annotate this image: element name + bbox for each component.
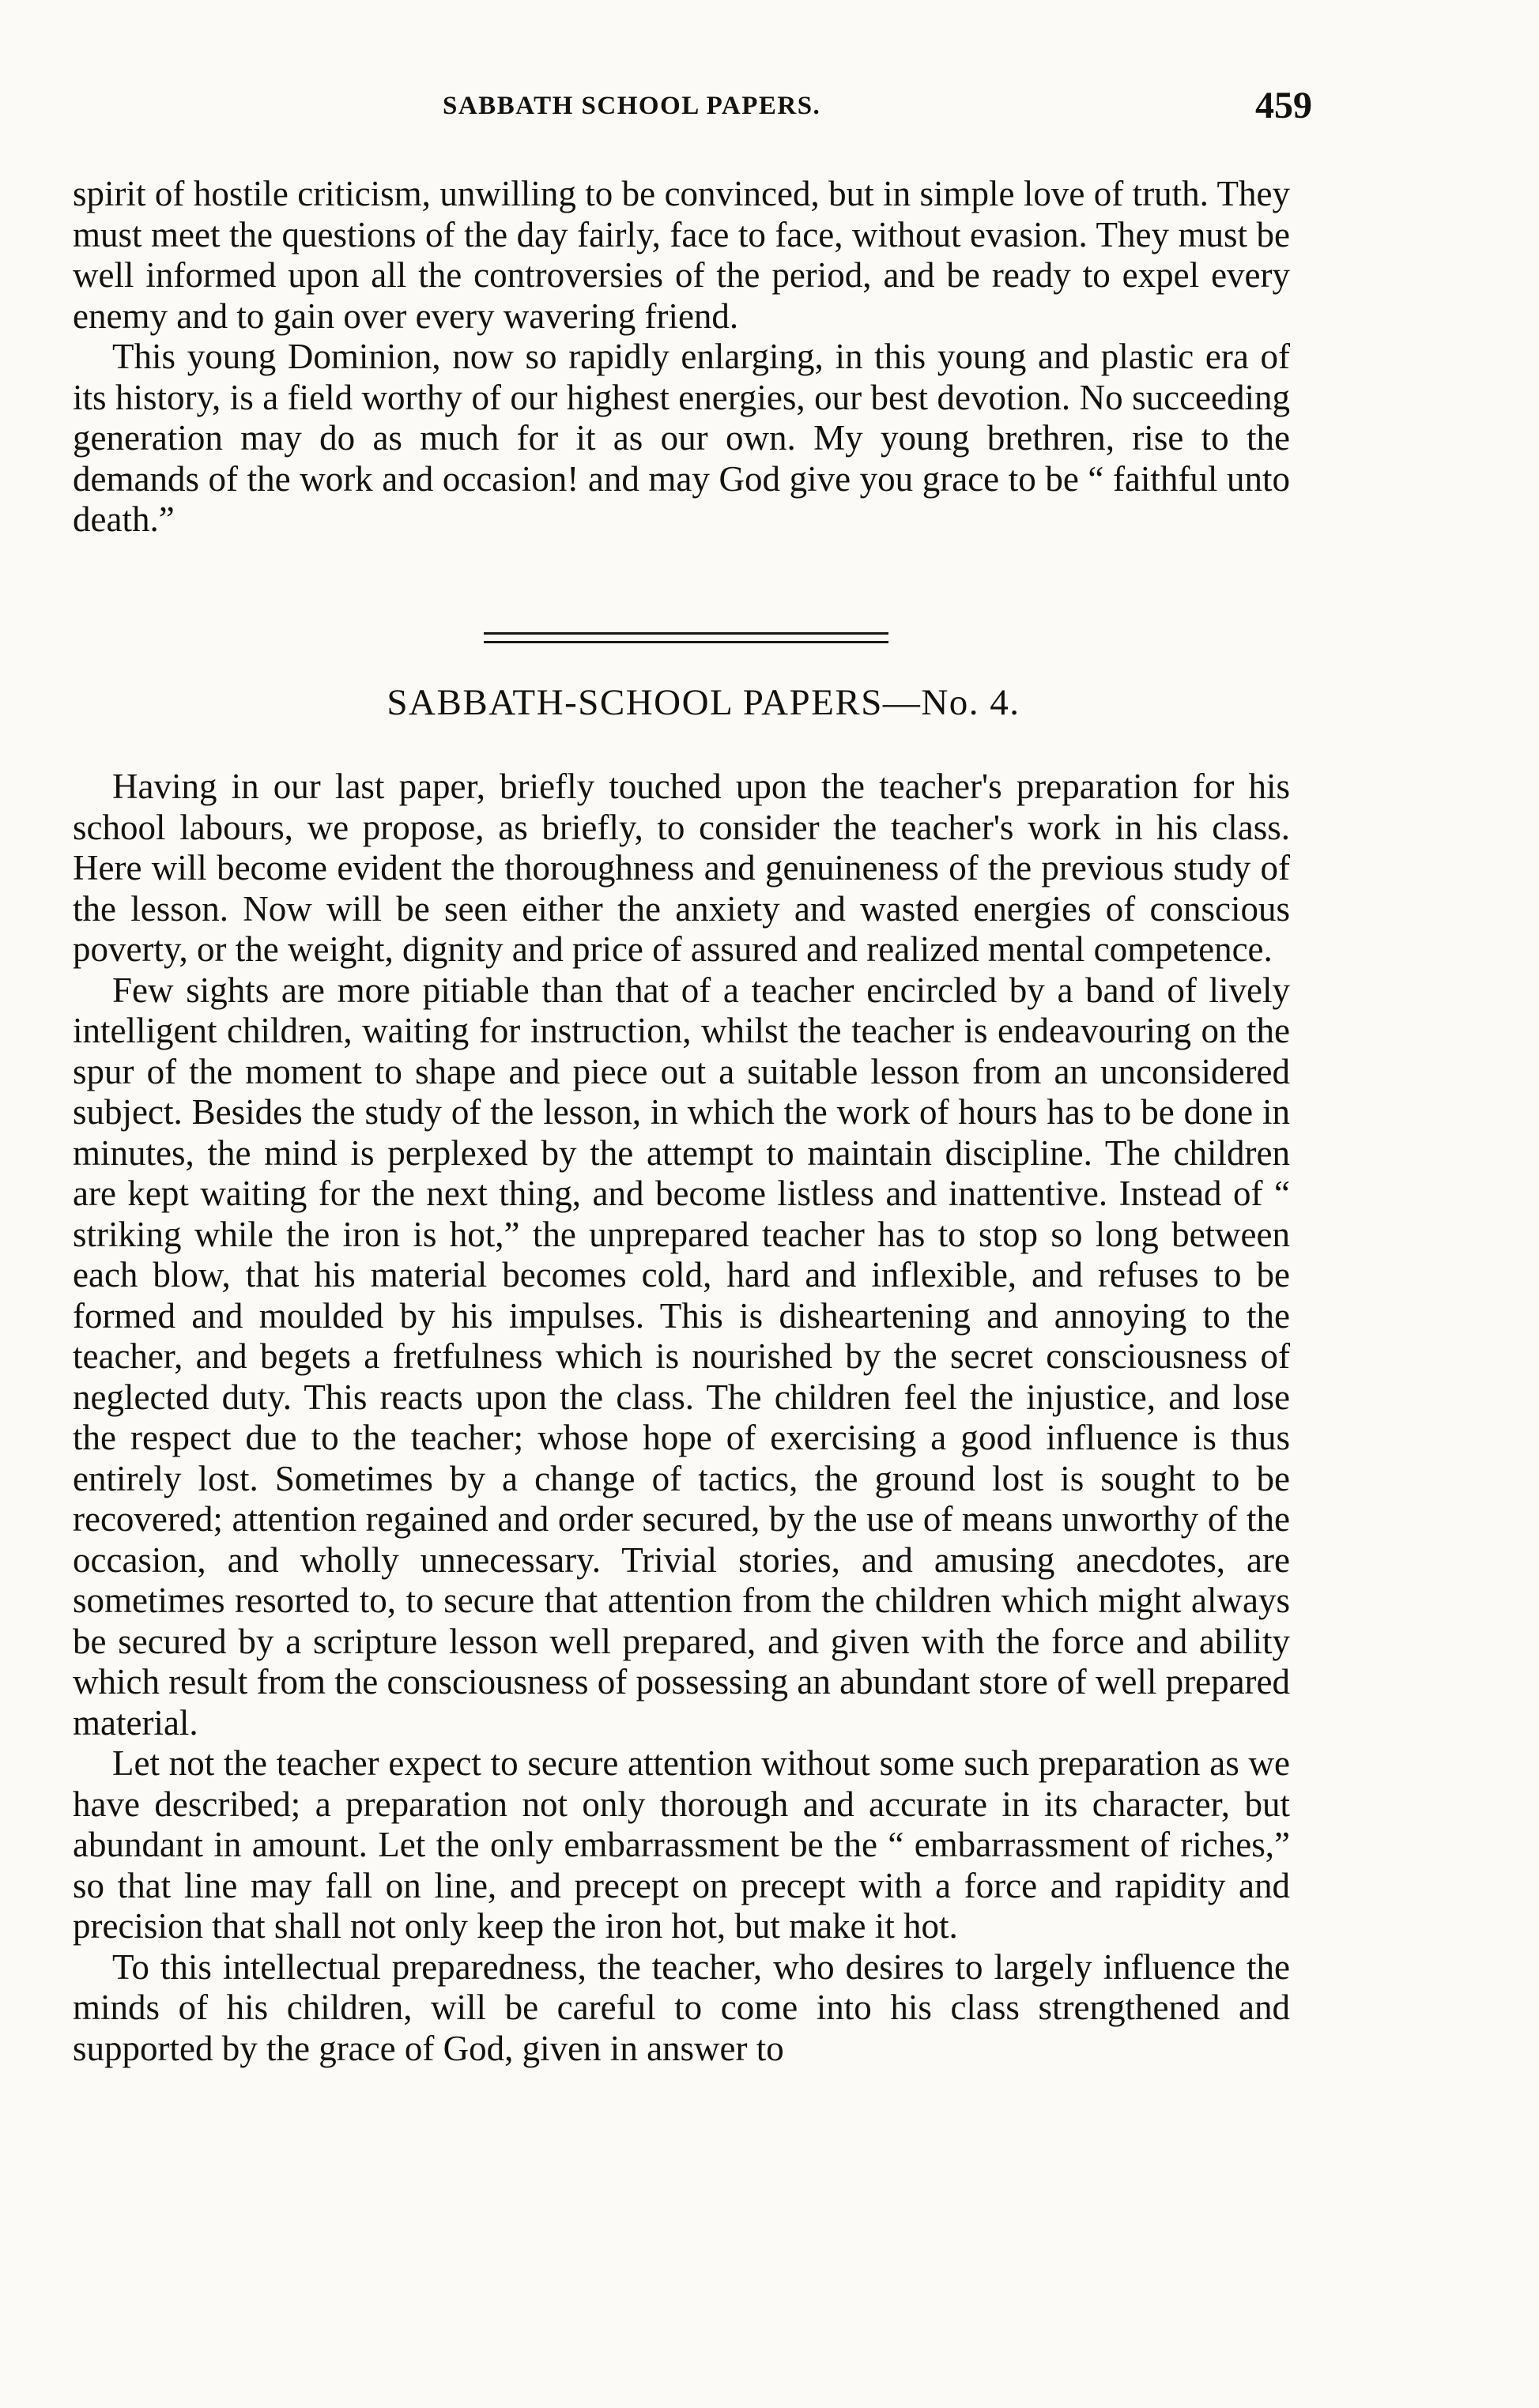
section-title: SABBATH-SCHOOL PAPERS—No. 4. <box>387 682 1020 723</box>
page-number: 459 <box>1255 85 1312 126</box>
paragraph: Let not the teacher expect to secure attention without some such preparation as we have described; a preparation not only thorough and accurate in its character, but abundant in amount. Let the only embarrassment be the “ embarrassment of riches,” so that line may fall on line, and precept on precept with a force and rapidity and precision that shall not only keep the iron hot, but make it hot. <box>73 1743 1290 1946</box>
section-divider <box>484 632 888 650</box>
running-head <box>0 85 1539 136</box>
running-title: SABBATH SCHOOL PAPERS. <box>443 92 821 120</box>
section-body <box>73 767 1290 2069</box>
divider-rule <box>484 632 888 635</box>
paragraph: Few sights are more pitiable than that of a teacher encircled by a band of lively intelligent children, waiting for instruction, whilst the teacher is endeavouring on the spur of the moment to shape and piece out a suitable lesson from an unconsidered subject. Besides the study of the lesson, in which the work of hours has to be done in minutes, the mind is perplexed by the attempt to maintain discipline. The children are kept waiting for the next thing, and become listless and inattentive. Instead of “ striking while the iron is hot,” the unprepared teacher has to stop so long between each blow, that his material becomes cold, hard and inflexible, and refuses to be formed and moulded by his impulses. This is disheartening and annoying to the teacher, and begets a fretfulness which is nourished by the secret consciousness of neglected duty. This reacts upon the class. The children feel the injustice, and lose the respect due to the teacher; whose hope of exercising a good influence is thus entirely lost. Sometimes by a change of tactics, the ground lost is sought to be recovered; attention regained and order secured, by the use of means unworthy of the occasion, and wholly unnecessary. Trivial stories, and amusing anecdotes, are sometimes resorted to, to secure that attention from the children which might always be secured by a scripture lesson well prepared, and given with the force and ability which result from the consciousness of possessing an abundant store of well prepared material. <box>73 970 1290 1743</box>
paragraph: Having in our last paper, briefly touched upon the teacher's preparation for his school labours, we propose, as briefly, to consider the teacher's work in his class. Here will become evident the thoroughness and genuineness of the previous study of the lesson. Now will be seen either the anxiety and wasted energies of conscious poverty, or the weight, dignity and price of assured and realized mental competence. <box>73 767 1290 969</box>
continued-text <box>73 174 1290 541</box>
paragraph: spirit of hostile criticism, unwilling to be convinced, but in simple love of truth. They must meet the questions of the day fairly, face to face, without evasion. They must be well informed upon all the controversies of the period, and be ready to expel every enemy and to gain over every wavering friend. <box>73 174 1290 336</box>
paragraph: This young Dominion, now so rapidly enlarging, in this young and plastic era of its history, is a field worthy of our highest energies, our best devotion. No succeeding generation may do as much for it as our own. My young brethren, rise to the demands of the work and occasion! and may God give you grace to be “ faithful unto death.” <box>73 337 1290 539</box>
divider-rule <box>484 641 888 643</box>
paragraph: To this intellectual preparedness, the teacher, who desires to largely influence the minds of his children, will be careful to come into his class strengthened and supported by the grace of God, given in answer to <box>73 1946 1290 2068</box>
